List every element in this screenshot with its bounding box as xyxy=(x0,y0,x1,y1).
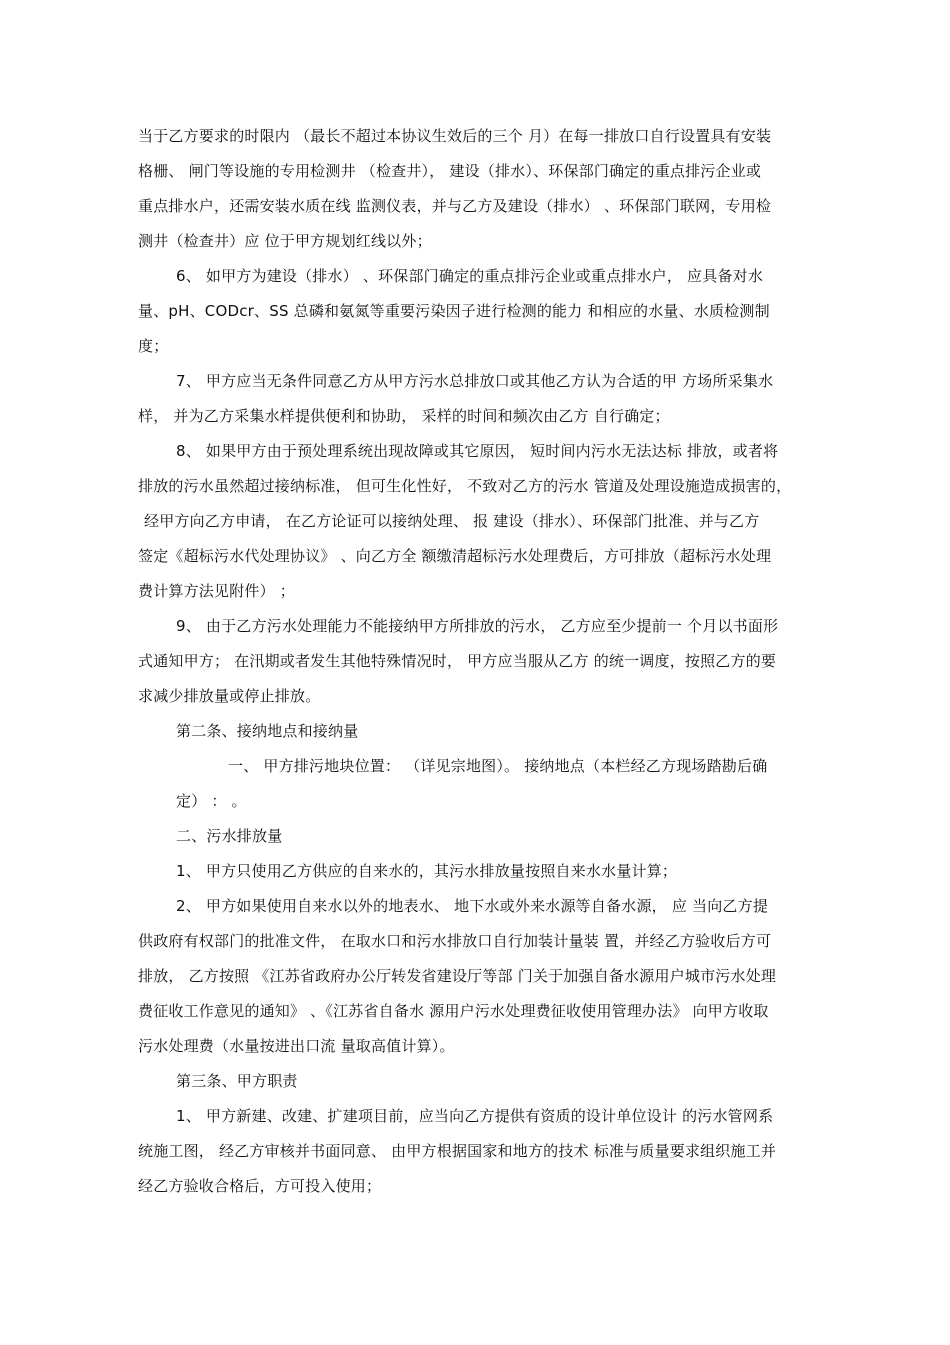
article-2-sub-2-line-1: 2、 甲方如果使用自来水以外的地表水、 地下水或外来水源等自备水源， 应 当向乙方提 xyxy=(176,897,769,915)
article-3-item-1-line-2: 统施工图， 经乙方审核并书面同意、 由甲方根据国家和地方的技术 标准与质量要求组织施工并 xyxy=(138,1142,777,1160)
article-2-item-1-line-2: 定） ： 。 xyxy=(176,792,247,810)
text-line-1: 当于乙方要求的时限内 （最长不超过本协议生效后的三个 月）在每一排放口自行设置具有安装 xyxy=(138,127,772,145)
article-2-heading: 第二条、接纳地点和接纳量 xyxy=(176,722,359,740)
clause-9-line-1: 9、 由于乙方污水处理能力不能接纳甲方所排放的污水， 乙方应至少提前一 个月以书面形 xyxy=(176,617,779,635)
clause-8-line-2: 排放的污水虽然超过接纳标准， 但可生化性好， 不致对乙方的污水 管道及处理设施造成损害的， xyxy=(138,477,792,495)
clause-9-line-3: 求减少排放量或停止排放。 xyxy=(138,687,321,705)
clause-8-line-4: 签定《超标污水代处理协议》 、向乙方全 额缴清超标污水处理费后，方可排放（超标污水处理 xyxy=(138,547,772,565)
clause-6-line-1: 6、 如甲方为建设（排水） 、环保部门确定的重点排污企业或重点排水户， 应具备对水 xyxy=(176,267,764,285)
clause-7-line-2: 样， 并为乙方采集水样提供便利和协助， 采样的时间和频次由乙方 自行确定； xyxy=(138,407,670,425)
article-3-item-1-line-3: 经乙方验收合格后，方可投入使用； xyxy=(138,1177,382,1195)
text-line-2: 格栅、 闸门等设施的专用检测井 （检查井）， 建设（排水）、环保部门确定的重点排污企业或 xyxy=(138,162,762,180)
article-3-item-1-line-1: 1、 甲方新建、改建、扩建项目前，应当向乙方提供有资质的设计单位设计 的污水管网系 xyxy=(176,1107,774,1125)
article-2-sub-2-line-2: 供政府有权部门的批准文件， 在取水口和污水排放口自行加装计量装 置，并经乙方验收后方可 xyxy=(138,932,772,950)
clause-8-line-3: 经甲方向乙方申请， 在乙方论证可以接纳处理、 报 建设（排水）、环保部门批准、并与乙方 xyxy=(144,512,760,530)
clause-8-line-5: 费计算方法见附件） ； xyxy=(138,582,295,600)
article-3-heading: 第三条、甲方职责 xyxy=(176,1072,298,1090)
clause-7-line-1: 7、 甲方应当无条件同意乙方从甲方污水总排放口或其他乙方认为合适的甲 方场所采集水 xyxy=(176,372,774,390)
article-2-sub-1: 1、 甲方只使用乙方供应的自来水的，其污水排放量按照自来水水量计算； xyxy=(176,862,678,880)
article-2-sub-2-line-4: 费征收工作意见的通知》 、《江苏省自备水 源用户污水处理费征收使用管理办法》 向甲方收取 xyxy=(138,1002,769,1020)
text-line-3: 重点排水户，还需安装水质在线 监测仪表，并与乙方及建设（排水） 、环保部门联网，专用检 xyxy=(138,197,772,215)
text-line-4: 测井（检查井）应 位于甲方规划红线以外； xyxy=(138,232,432,250)
article-2-item-2-heading: 二、污水排放量 xyxy=(176,827,283,845)
article-2-item-1-line-1: 一、 甲方排污地块位置： （详见宗地图）。 接纳地点（本栏经乙方现场踏勘后确 xyxy=(228,757,768,775)
clause-8-line-1: 8、 如果甲方由于预处理系统出现故障或其它原因， 短时间内污水无法达标 排放，或者将 xyxy=(176,442,779,460)
article-2-sub-2-line-5: 污水处理费（水量按进出口流 量取高值计算）。 xyxy=(138,1037,455,1055)
article-2-sub-2-line-3: 排放， 乙方按照 《江苏省政府办公厅转发省建设厅等部 门关于加强自备水源用户城市污水处理 xyxy=(138,967,777,985)
clause-6-line-2: 量、pH、CODcr、SS 总磷和氨氮等重要污染因子进行检测的能力 和相应的水量、水质检测制 xyxy=(138,302,770,320)
clause-9-line-2: 式通知甲方； 在汛期或者发生其他特殊情况时， 甲方应当服从乙方 的统一调度，按照乙方的要 xyxy=(138,652,777,670)
clause-6-line-3: 度； xyxy=(138,337,169,355)
